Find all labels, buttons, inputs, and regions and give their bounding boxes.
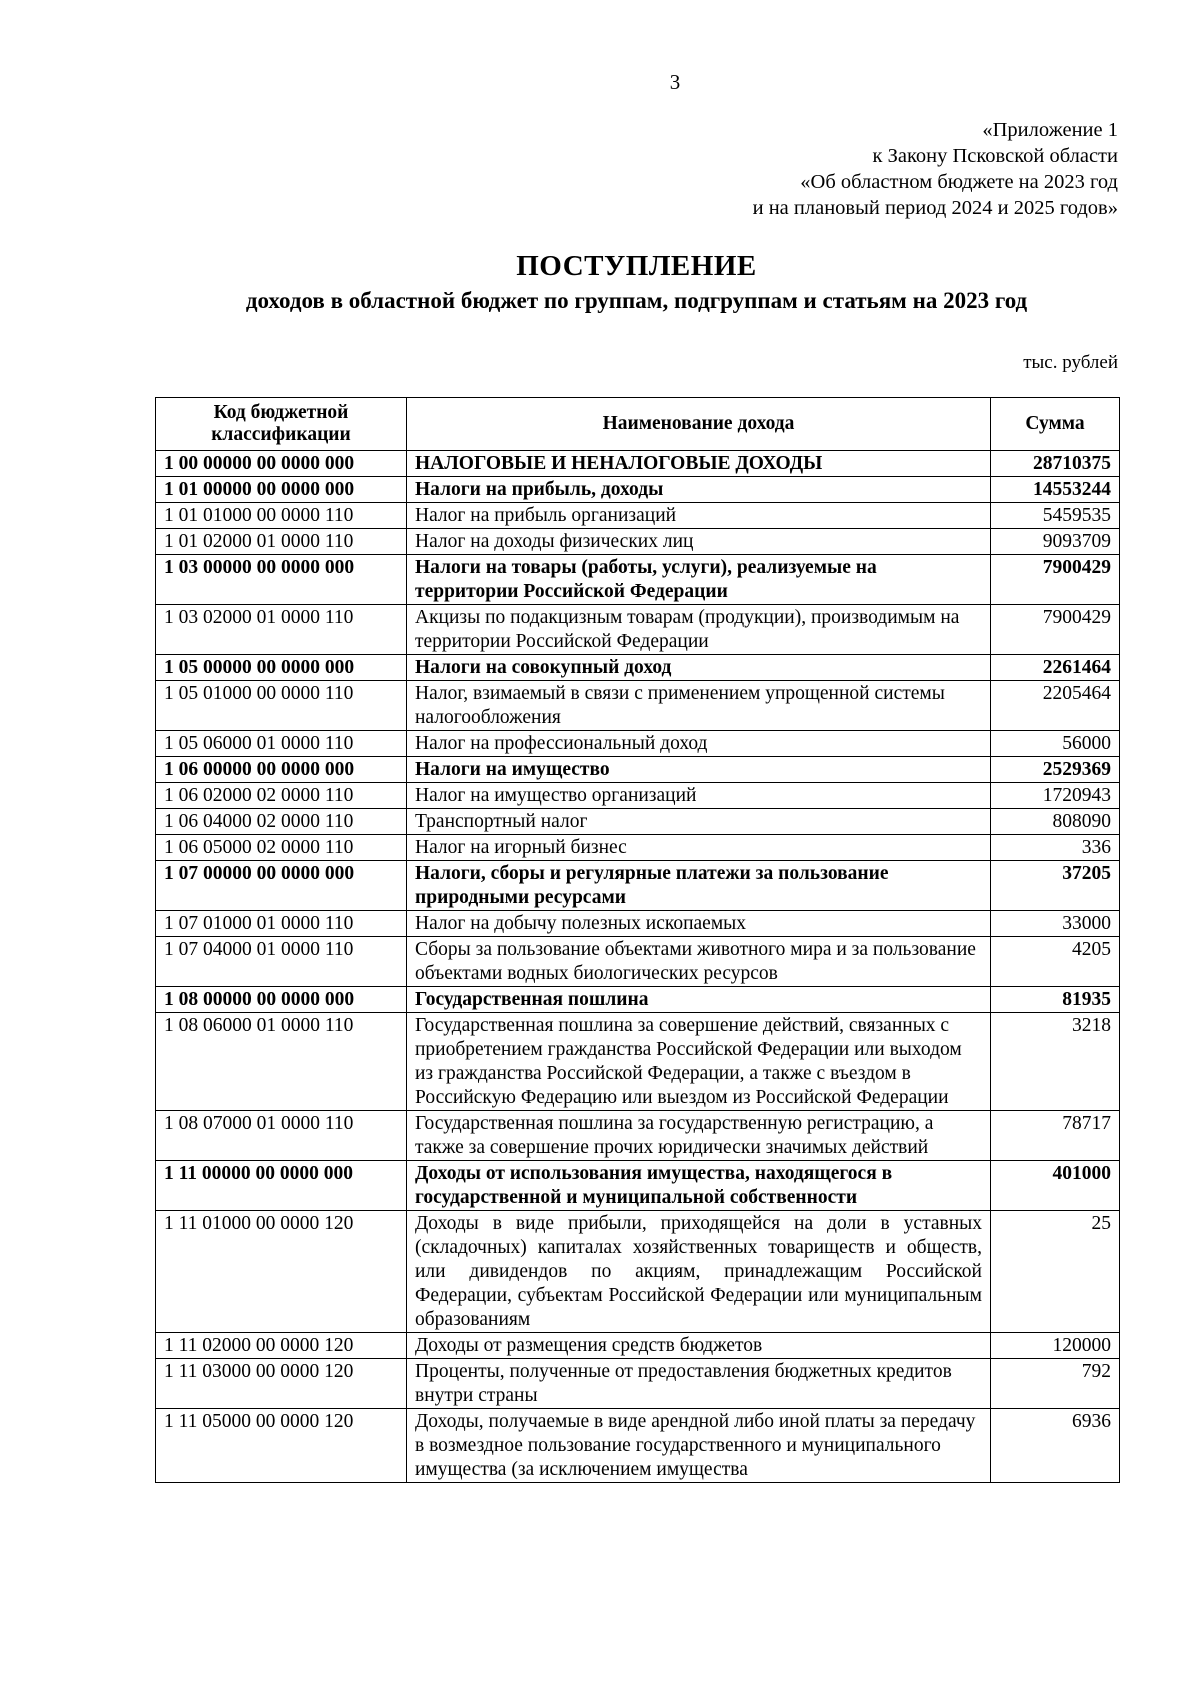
cell-sum: 14553244 [991, 477, 1120, 503]
cell-name: Налоги на прибыль, доходы [407, 477, 991, 503]
cell-code: 1 03 00000 00 0000 000 [156, 555, 407, 605]
cell-code: 1 07 00000 00 0000 000 [156, 861, 407, 911]
cell-code: 1 06 00000 00 0000 000 [156, 757, 407, 783]
cell-sum: 9093709 [991, 529, 1120, 555]
appendix-line: «Об областном бюджете на 2023 год [800, 171, 1118, 193]
cell-name: Налоги на товары (работы, услуги), реализуемые на территории Российской Федерации [407, 555, 991, 605]
cell-code: 1 05 00000 00 0000 000 [156, 655, 407, 681]
cell-name: Проценты, полученные от предоставления бюджетных кредитов внутри страны [407, 1359, 991, 1409]
table-row [156, 757, 1120, 783]
cell-sum: 3218 [991, 1013, 1120, 1111]
cell-code: 1 01 00000 00 0000 000 [156, 477, 407, 503]
cell-sum: 1720943 [991, 783, 1120, 809]
table-row [156, 1161, 1120, 1211]
cell-name: Транспортный налог [407, 809, 991, 835]
table-row [156, 835, 1120, 861]
table-row [156, 1359, 1120, 1409]
table-row [156, 1409, 1120, 1483]
header-sum: Сумма [991, 398, 1120, 451]
cell-sum: 28710375 [991, 451, 1120, 477]
cell-name: НАЛОГОВЫЕ И НЕНАЛОГОВЫЕ ДОХОДЫ [407, 451, 991, 477]
cell-sum: 78717 [991, 1111, 1120, 1161]
document-subtitle: доходов в областной бюджет по группам, подгруппам и статьям на 2023 год [245, 288, 1028, 313]
table-row [156, 555, 1120, 605]
cell-name: Налог на добычу полезных ископаемых [407, 911, 991, 937]
cell-code: 1 06 02000 02 0000 110 [156, 783, 407, 809]
cell-name: Налог, взимаемый в связи с применением упрощенной системы налогообложения [407, 681, 991, 731]
table-row [156, 605, 1120, 655]
page-number: 3 [669, 70, 681, 94]
cell-code: 1 11 02000 00 0000 120 [156, 1333, 407, 1359]
cell-code: 1 11 00000 00 0000 000 [156, 1161, 407, 1211]
cell-sum: 37205 [991, 861, 1120, 911]
cell-code: 1 11 01000 00 0000 120 [156, 1211, 407, 1333]
cell-sum: 120000 [991, 1333, 1120, 1359]
cell-code: 1 00 00000 00 0000 000 [156, 451, 407, 477]
table-row [156, 783, 1120, 809]
cell-sum: 56000 [991, 731, 1120, 757]
cell-name: Акцизы по подакцизным товарам (продукции), производимым на территории Российской Федерации [407, 605, 991, 655]
cell-name: Налоги на имущество [407, 757, 991, 783]
cell-sum: 808090 [991, 809, 1120, 835]
cell-name: Налог на имущество организаций [407, 783, 991, 809]
cell-name: Налог на прибыль организаций [407, 503, 991, 529]
cell-name: Налог на игорный бизнес [407, 835, 991, 861]
table-row [156, 477, 1120, 503]
cell-sum: 792 [991, 1359, 1120, 1409]
appendix-line: и на плановый период 2024 и 2025 годов» [752, 197, 1118, 219]
cell-code: 1 11 05000 00 0000 120 [156, 1409, 407, 1483]
units-label: тыс. рублей [1023, 352, 1118, 373]
cell-sum: 6936 [991, 1409, 1120, 1483]
table-row [156, 503, 1120, 529]
table-row [156, 1333, 1120, 1359]
header-name: Наименование дохода [407, 398, 991, 451]
document-title: ПОСТУПЛЕНИЕ [516, 250, 757, 282]
cell-sum: 5459535 [991, 503, 1120, 529]
cell-code: 1 08 07000 01 0000 110 [156, 1111, 407, 1161]
cell-sum: 2529369 [991, 757, 1120, 783]
table-row [156, 1211, 1120, 1333]
table-row [156, 655, 1120, 681]
cell-code: 1 01 02000 01 0000 110 [156, 529, 407, 555]
cell-sum: 25 [991, 1211, 1120, 1333]
cell-name: Сборы за пользование объектами животного мира и за пользование объектами водных биологических ресурсов [407, 937, 991, 987]
cell-sum: 33000 [991, 911, 1120, 937]
cell-sum: 401000 [991, 1161, 1120, 1211]
revenue-table [155, 397, 1120, 1483]
cell-code: 1 05 06000 01 0000 110 [156, 731, 407, 757]
cell-name: Доходы от использования имущества, находящегося в государственной и муниципальной собственности [407, 1161, 991, 1211]
table-row [156, 1111, 1120, 1161]
cell-code: 1 07 04000 01 0000 110 [156, 937, 407, 987]
cell-code: 1 01 01000 00 0000 110 [156, 503, 407, 529]
table-row [156, 911, 1120, 937]
appendix-note [753, 117, 1118, 221]
cell-code: 1 08 06000 01 0000 110 [156, 1013, 407, 1111]
cell-name: Налог на профессиональный доход [407, 731, 991, 757]
cell-name: Государственная пошлина [407, 987, 991, 1013]
table-row [156, 809, 1120, 835]
table-row [156, 451, 1120, 477]
table-row [156, 937, 1120, 987]
cell-code: 1 06 05000 02 0000 110 [156, 835, 407, 861]
cell-sum: 7900429 [991, 555, 1120, 605]
cell-sum: 2205464 [991, 681, 1120, 731]
cell-code: 1 05 01000 00 0000 110 [156, 681, 407, 731]
appendix-line: к Закону Псковской области [872, 145, 1118, 167]
cell-sum: 4205 [991, 937, 1120, 987]
cell-name: Налог на доходы физических лиц [407, 529, 991, 555]
table-row [156, 529, 1120, 555]
table-row [156, 861, 1120, 911]
table-row [156, 987, 1120, 1013]
table-row [156, 731, 1120, 757]
table-body [156, 451, 1120, 1483]
cell-name: Государственная пошлина за совершение действий, связанных с приобретением гражданства Российской Федерации или выходом из гражданства Российской Федерации, а также с въездом в Российскую Федерацию или выездом из Российской Федерации [407, 1013, 991, 1111]
table-row [156, 1013, 1120, 1111]
cell-name: Налоги, сборы и регулярные платежи за пользование природными ресурсами [407, 861, 991, 911]
cell-name: Доходы, получаемые в виде арендной либо иной платы за передачу в возмездное пользование государственного и муниципального имущества (за исключением имущества [407, 1409, 991, 1483]
header-code: Код бюджетной классификации [156, 398, 407, 451]
cell-code: 1 11 03000 00 0000 120 [156, 1359, 407, 1409]
cell-sum: 81935 [991, 987, 1120, 1013]
cell-name: Государственная пошлина за государственную регистрацию, а также за совершение прочих юридически значимых действий [407, 1111, 991, 1161]
cell-name: Доходы в виде прибыли, приходящейся на доли в уставных (складочных) капиталах хозяйственных товариществ и обществ, или дивидендов по акциям, принадлежащим Российской Федерации, субъектам Российской Федерации или муниципальным образованиям [407, 1211, 991, 1333]
cell-code: 1 07 01000 01 0000 110 [156, 911, 407, 937]
cell-code: 1 06 04000 02 0000 110 [156, 809, 407, 835]
table-header-row [156, 398, 1120, 451]
cell-name: Налоги на совокупный доход [407, 655, 991, 681]
cell-name: Доходы от размещения средств бюджетов [407, 1333, 991, 1359]
cell-sum: 7900429 [991, 605, 1120, 655]
cell-sum: 2261464 [991, 655, 1120, 681]
cell-sum: 336 [991, 835, 1120, 861]
cell-code: 1 03 02000 01 0000 110 [156, 605, 407, 655]
appendix-line: «Приложение 1 [982, 119, 1118, 141]
table-row [156, 681, 1120, 731]
cell-code: 1 08 00000 00 0000 000 [156, 987, 407, 1013]
